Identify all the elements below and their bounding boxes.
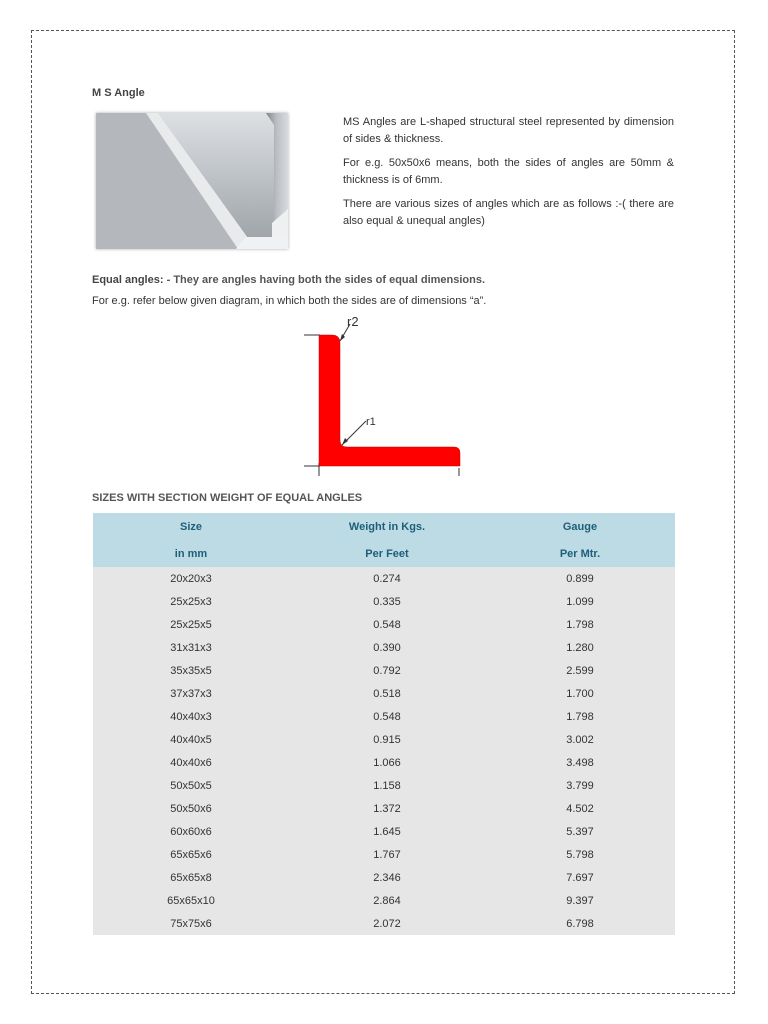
cell-weight-per-feet: 2.346 (289, 866, 485, 889)
equal-angles-example: For e.g. refer below given diagram, in which both the sides are of dimensions “a”. (92, 295, 487, 307)
equal-angle-diagram (290, 310, 480, 480)
cell-gauge-per-mtr: 1.280 (485, 636, 675, 659)
header-gauge: Gauge (485, 513, 675, 540)
cell-weight-per-feet: 0.548 (289, 705, 485, 728)
ms-angle-photo (96, 113, 288, 249)
table-row (93, 636, 675, 659)
l-shape-section (319, 335, 460, 466)
intro-paragraph-3: There are various sizes of angles which are as follows :-( there are also equal & unequal angles) (343, 198, 674, 227)
cell-size: 65x65x8 (93, 866, 289, 889)
cell-size: 31x31x3 (93, 636, 289, 659)
cell-size: 50x50x6 (93, 797, 289, 820)
cell-gauge-per-mtr: 3.498 (485, 751, 675, 774)
cell-gauge-per-mtr: 3.002 (485, 728, 675, 751)
cell-gauge-per-mtr: 7.697 (485, 866, 675, 889)
table-row (93, 613, 675, 636)
cell-weight-per-feet: 2.072 (289, 912, 485, 935)
cell-size: 25x25x5 (93, 613, 289, 636)
cell-gauge-per-mtr: 3.799 (485, 774, 675, 797)
header-unit-weight: Per Feet (289, 540, 485, 567)
cell-gauge-per-mtr: 5.397 (485, 820, 675, 843)
cell-size: 65x65x6 (93, 843, 289, 866)
steel-angle-image (96, 113, 288, 249)
header-unit-gauge: Per Mtr. (485, 540, 675, 567)
equal-angles-heading-detail: - They are angles having both the sides of equal dimensions. (166, 274, 486, 286)
cell-size: 60x60x6 (93, 820, 289, 843)
table-row (93, 774, 675, 797)
cell-weight-per-feet: 1.767 (289, 843, 485, 866)
table-row (93, 682, 675, 705)
header-unit-size: in mm (93, 540, 289, 567)
cell-weight-per-feet: 1.645 (289, 820, 485, 843)
cell-weight-per-feet: 1.158 (289, 774, 485, 797)
cell-size: 35x35x5 (93, 659, 289, 682)
equal-angles-heading (92, 274, 485, 286)
cell-weight-per-feet: 1.372 (289, 797, 485, 820)
cell-size: 50x50x5 (93, 774, 289, 797)
cell-gauge-per-mtr: 1.700 (485, 682, 675, 705)
table-row (93, 705, 675, 728)
table-row (93, 797, 675, 820)
table-row (93, 843, 675, 866)
cell-gauge-per-mtr: 9.397 (485, 889, 675, 912)
table-row (93, 567, 675, 590)
table-header-subrow (93, 540, 675, 567)
cell-gauge-per-mtr: 1.099 (485, 590, 675, 613)
cell-weight-per-feet: 1.066 (289, 751, 485, 774)
cell-weight-per-feet: 0.518 (289, 682, 485, 705)
label-r2: r2 (347, 314, 359, 329)
cell-size: 25x25x3 (93, 590, 289, 613)
label-r1: r1 (366, 416, 376, 428)
table-row (93, 751, 675, 774)
cell-weight-per-feet: 0.548 (289, 613, 485, 636)
table-row (93, 820, 675, 843)
cell-weight-per-feet: 0.274 (289, 567, 485, 590)
equal-angles-table (93, 513, 675, 935)
cell-weight-per-feet: 0.792 (289, 659, 485, 682)
cell-gauge-per-mtr: 1.798 (485, 705, 675, 728)
cell-weight-per-feet: 2.864 (289, 889, 485, 912)
cell-size: 40x40x3 (93, 705, 289, 728)
cell-weight-per-feet: 0.390 (289, 636, 485, 659)
cell-size: 37x37x3 (93, 682, 289, 705)
table-row (93, 889, 675, 912)
intro-paragraph-1: MS Angles are L-shaped structural steel represented by dimension of sides & thickness. (343, 116, 674, 145)
header-weight: Weight in Kgs. (289, 513, 485, 540)
section-title: M S Angle (92, 87, 145, 99)
cell-gauge-per-mtr: 2.599 (485, 659, 675, 682)
table-title: SIZES WITH SECTION WEIGHT OF EQUAL ANGLES (92, 492, 363, 504)
cell-size: 75x75x6 (93, 912, 289, 935)
table-row (93, 590, 675, 613)
table-row (93, 659, 675, 682)
table-row (93, 866, 675, 889)
table-header-row (93, 513, 675, 540)
cell-weight-per-feet: 0.915 (289, 728, 485, 751)
equal-angles-heading-label: Equal angles: (92, 274, 164, 286)
cell-size: 40x40x6 (93, 751, 289, 774)
cell-size: 20x20x3 (93, 567, 289, 590)
cell-gauge-per-mtr: 4.502 (485, 797, 675, 820)
cell-weight-per-feet: 0.335 (289, 590, 485, 613)
cell-gauge-per-mtr: 0.899 (485, 567, 675, 590)
header-size: Size (93, 513, 289, 540)
intro-text (343, 114, 674, 237)
cell-gauge-per-mtr: 6.798 (485, 912, 675, 935)
cell-size: 65x65x10 (93, 889, 289, 912)
cell-size: 40x40x5 (93, 728, 289, 751)
table-row (93, 912, 675, 935)
cell-gauge-per-mtr: 1.798 (485, 613, 675, 636)
table-row (93, 728, 675, 751)
intro-paragraph-2: For e.g. 50x50x6 means, both the sides of angles are 50mm & thickness is of 6mm. (343, 157, 674, 186)
cell-gauge-per-mtr: 5.798 (485, 843, 675, 866)
